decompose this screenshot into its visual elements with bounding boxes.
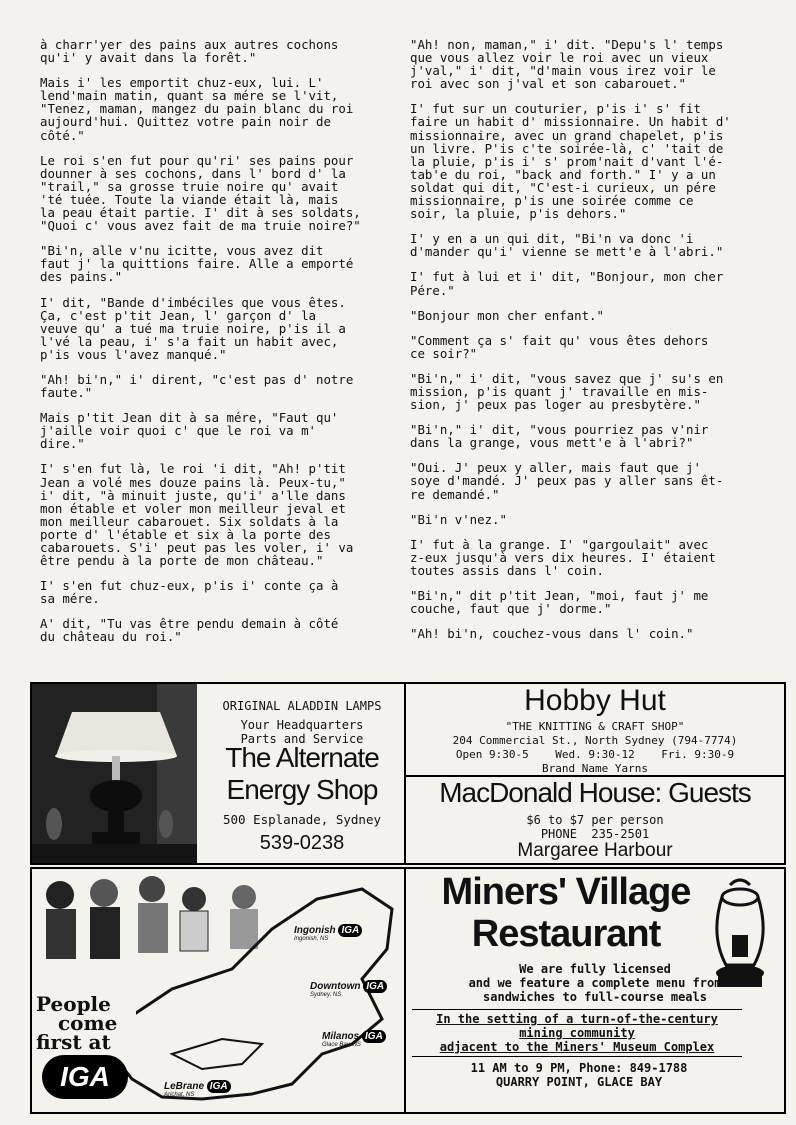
iga-store-downtown — [310, 981, 387, 998]
hobby-hut-address: 204 Commercial St., North Sydney (794-7774) — [452, 734, 738, 747]
shop-name-line2: Energy Shop — [226, 774, 378, 805]
iga-mini-logo: IGA — [338, 924, 362, 937]
store-name: LeBrane — [164, 1081, 205, 1092]
shop-phone: 539-0238 — [259, 832, 345, 854]
ad-hobby-hut — [404, 682, 786, 777]
ad-iga — [30, 867, 406, 1114]
restaurant-address: QUARRY POINT, GLACE BAY — [495, 1075, 663, 1089]
hobby-hut-name: Hobby Hut — [524, 684, 666, 717]
setting-line: In the setting of a turn-of-the-century — [436, 1012, 718, 1026]
paragraph: I' fut à la grange. I' "gargoulait" avec z-eux jusqu'à vers dix heures. I' étaient toutes assis dans l' coin. — [410, 536, 716, 578]
hobby-hut-subtitle: "THE KNITTING & CRAFT SHOP" — [505, 720, 685, 733]
aladdin-tagline: ORIGINAL ALADDIN LAMPS — [222, 699, 382, 713]
paragraph: "Ah! non, maman," i' dit. "Depu's l' temps que vous allez voir le roi avec un vieux j'val," i' dit, "d'main vous irez voir le roi avec son j'val et son cabarouet." — [410, 37, 724, 92]
headquarters-line: Your Headquarters — [240, 718, 364, 732]
restaurant-name-line2: Restaurant — [471, 913, 661, 955]
advertisements — [30, 682, 786, 1114]
aladdin-lamp-photo — [32, 684, 197, 863]
store-name: Milanos — [322, 1031, 360, 1042]
story-text — [40, 38, 770, 680]
iga-logo: IGA — [42, 1055, 128, 1099]
paragraph: "Bi'n," i' dit, "vous savez que j' su's en mission, p'is quant j' travaille en mis- sion, j' peux pas loger au presbytère." — [410, 370, 724, 413]
paragraph: Mais p'tit Jean dit à sa mére, "Faut qu' j'aille voir quoi c' que le roi va m' dire." — [40, 410, 339, 452]
paragraph: "Bi'n v'nez." — [410, 511, 507, 527]
restaurant-hours: 11 AM to 9 PM, Phone: 849-1788 — [470, 1061, 688, 1075]
iga-store-ingonish — [294, 925, 362, 942]
store-name: Downtown — [310, 981, 361, 992]
licensed-line: We are fully licensed — [519, 962, 671, 976]
paragraph: "Oui. J' peux y aller, mais faut que j' soye d'mandé. J' peux pas y aller sans êt- re demandé." — [410, 460, 724, 502]
paragraph: Le roi s'en fut pour qu'ri' ses pains pour dounner à ses cochons, dans l' bord d' la "trail," sa grosse truie noire qu' avait 'té tuée. Toute la viande était là, mais la peau était partie. I' dit à ses soldats, "Quoi c' vous avez fait de ma truie noire?" — [40, 152, 361, 234]
iga-mini-logo: IGA — [207, 1080, 231, 1093]
setting-line: adjacent to the Miners' Museum Complex — [439, 1040, 715, 1054]
paragraph: I' fut à lui et i' dit, "Bonjour, mon cher Pére." — [410, 269, 724, 298]
paragraph: I' dit, "Bande d'imbéciles que vous êtes. Ça, c'est p'tit Jean, l' garçon d' la veuve qu' a tué ma truie noire, p'is il a l'vé la peau, i' s'a fait un habit avec, p'is vous l'avez manqué." — [40, 294, 346, 362]
store-location: Glace Bay, NS — [322, 1042, 361, 1048]
parts-service-line: Parts and Service — [240, 732, 364, 746]
restaurant-name-line1: Miners' Village — [441, 871, 691, 913]
menu-line: and we feature a complete menu from — [468, 976, 722, 990]
paragraph: "Bi'n, alle v'nu icitte, vous avez dit faut j' la quittions faire. Alle a emporté des pains." — [40, 243, 354, 285]
shop-address: 500 Esplanade, Sydney — [222, 812, 382, 827]
paragraph: "Comment ça s' fait qu' vous êtes dehors ce soir?" — [410, 332, 709, 361]
paragraph: à charr'yer des pains aux autres cochons qu'i' y avait dans la forêt." — [40, 37, 339, 66]
ad-macdonald-house — [404, 775, 786, 865]
paragraph: I' s'en fut là, le roi 'i dit, "Ah! p'tit Jean a volé mes douze pains là. Peux-tu," i' dit, "à minuit juste, qu'i' a'lle dans mon étable et voler mon meilleur jeval et mon meilleur cabarouet. Six soldats à la porte d' l'étable et six à la porte des cabarouets. S'i' peut pas les voler, i' va être pendu à la porte de mon château." — [40, 461, 354, 569]
setting-box — [412, 1009, 742, 1057]
iga-mini-logo: IGA — [362, 1030, 386, 1043]
paragraph: "Ah! bi'n," i' dirent, "c'est pas d' notre faute." — [40, 371, 354, 401]
macdonald-house-name: MacDonald House: Guests — [439, 777, 751, 808]
paragraph: A' dit, "Tu vas être pendu demain à côté du château du roi." — [40, 616, 339, 645]
slogan-line: People — [36, 992, 111, 1016]
ad-alternate-energy-shop — [30, 682, 406, 865]
paragraph: I' fut sur un couturier, p'is i' s' fit faire un habit d' missionnaire. Un habit d' missionnaire, avec un grand chapelet, p'is un livre. P'is c'te soirée-là, c' 'tait de la pluie, p'is i' s' prom'nait d'vant l'é- tab'e du roi, "back and forth." I' y a un soldat qui dit, "C'est-i curieux, un pére missionnaire, p'is une soirée comme ce soir, la pluie, p'is dehors." — [410, 101, 731, 222]
ad-miners-village-restaurant — [404, 867, 786, 1114]
iga-store-milanos — [322, 1031, 386, 1048]
paragraph: "Bi'n," dit p'tit Jean, "moi, faut j' me couche, faut que j' dorme." — [410, 588, 709, 617]
paragraph: Mais i' les emportit chuz-eux, lui. L' lend'main matin, quant sa mére se l'vit, "Tenez, maman, mangez du pain blanc du roi aujourd'hui. Quittez votre pain noir de côté." — [40, 75, 354, 143]
slogan-line: come — [58, 1011, 118, 1035]
right-column — [410, 38, 770, 680]
slogan-line: first at — [36, 1030, 111, 1054]
macdonald-house-phone: PHONE 235-2501 — [540, 827, 650, 841]
iga-mini-logo: IGA — [363, 980, 387, 993]
meals-line: sandwiches to full-course meals — [483, 990, 707, 1004]
paragraph: "Bi'n," i' dit, "vous pourriez pas v'nir dans la grange, vous mett'e à l'abri?" — [410, 422, 709, 451]
lamp-icon — [32, 684, 197, 863]
hobby-hut-yarns: Brand Name Yarns — [542, 762, 648, 775]
store-location: Sydney, NS — [310, 992, 342, 998]
store-location: Arichat, NS — [164, 1092, 195, 1098]
iga-store-lebrane — [164, 1081, 231, 1098]
iga-slogan — [34, 989, 136, 1058]
paragraph: "Ah! bi'n, couchez-vous dans l' coin." — [410, 626, 694, 642]
store-location: Ingonish, NS — [294, 936, 329, 942]
paragraph: I' y en a un qui dit, "Bi'n va donc 'i d'mander qu'i' vienne se mett'e à l'abri." — [410, 231, 724, 260]
left-column — [40, 38, 400, 680]
store-name: Ingonish — [294, 925, 336, 936]
setting-line: mining community — [519, 1026, 635, 1040]
paragraph: I' s'en fut chuz-eux, p'is i' conte ça à sa mére. — [40, 578, 339, 607]
macdonald-house-price: $6 to $7 per person — [526, 813, 664, 827]
shop-name-line1: The Alternate — [225, 742, 379, 773]
macdonald-house-location: Margaree Harbour — [517, 840, 673, 861]
hobby-hut-hours: Open 9:30-5 Wed. 9:30-12 Fri. 9:30-9 — [455, 748, 735, 761]
paragraph: "Bonjour mon cher enfant." — [410, 307, 604, 323]
